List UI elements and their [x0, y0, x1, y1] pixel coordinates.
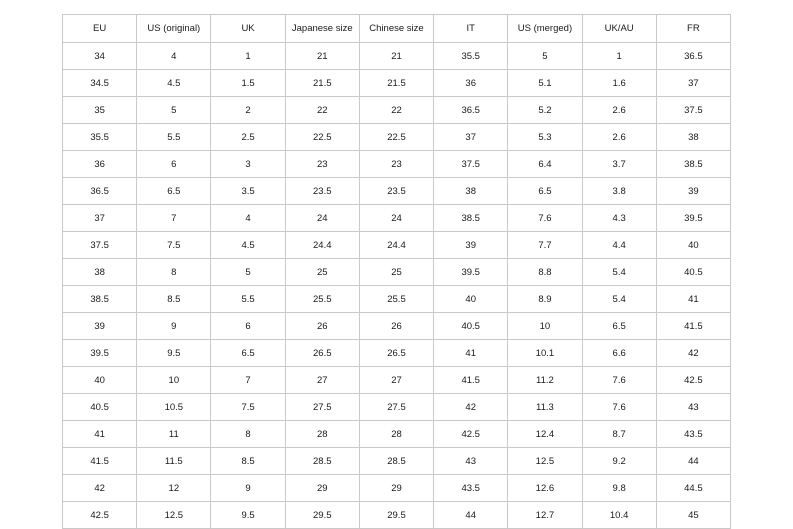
cell: 41.5 [63, 448, 137, 475]
cell: 36 [434, 70, 508, 97]
cell: 38 [656, 124, 730, 151]
table-header [63, 15, 731, 43]
cell: 38 [63, 259, 137, 286]
cell: 41.5 [656, 313, 730, 340]
cell: 7.6 [582, 394, 656, 421]
cell: 5.4 [582, 259, 656, 286]
cell: 11 [137, 421, 211, 448]
cell: 24 [359, 205, 433, 232]
cell: 34.5 [63, 70, 137, 97]
cell: 28.5 [285, 448, 359, 475]
cell: 39.5 [434, 259, 508, 286]
cell: 9.8 [582, 475, 656, 502]
cell: 8.7 [582, 421, 656, 448]
cell: 40 [656, 232, 730, 259]
cell: 12.4 [508, 421, 582, 448]
table-row [63, 232, 731, 259]
cell: 6.4 [508, 151, 582, 178]
cell: 6.5 [508, 178, 582, 205]
table-row [63, 367, 731, 394]
cell: 3 [211, 151, 285, 178]
cell: 5.1 [508, 70, 582, 97]
cell: 29 [285, 475, 359, 502]
cell: 6.5 [137, 178, 211, 205]
cell: 7 [211, 367, 285, 394]
cell: 4.5 [137, 70, 211, 97]
cell: 5.4 [582, 286, 656, 313]
table-row [63, 448, 731, 475]
table-row [63, 205, 731, 232]
cell: 5.2 [508, 97, 582, 124]
cell: 11.3 [508, 394, 582, 421]
cell: 40.5 [434, 313, 508, 340]
cell: 36 [63, 151, 137, 178]
cell: 3.5 [211, 178, 285, 205]
cell: 23 [359, 151, 433, 178]
cell: 40 [63, 367, 137, 394]
cell: 4.4 [582, 232, 656, 259]
cell: 6.5 [211, 340, 285, 367]
table-row [63, 151, 731, 178]
cell: 44.5 [656, 475, 730, 502]
table-row [63, 394, 731, 421]
cell: 44 [656, 448, 730, 475]
column-header-uk-au: UK/AU [582, 15, 656, 43]
cell: 42 [434, 394, 508, 421]
cell: 24.4 [359, 232, 433, 259]
cell: 7.5 [211, 394, 285, 421]
cell: 8.9 [508, 286, 582, 313]
cell: 6.6 [582, 340, 656, 367]
table-row [63, 340, 731, 367]
cell: 24 [285, 205, 359, 232]
table-row [63, 313, 731, 340]
cell: 23.5 [285, 178, 359, 205]
cell: 26 [359, 313, 433, 340]
table-row [63, 97, 731, 124]
cell: 39.5 [63, 340, 137, 367]
cell: 7.7 [508, 232, 582, 259]
cell: 22 [285, 97, 359, 124]
cell: 12.7 [508, 502, 582, 529]
column-header-it: IT [434, 15, 508, 43]
cell: 26.5 [359, 340, 433, 367]
cell: 40.5 [656, 259, 730, 286]
cell: 9 [211, 475, 285, 502]
cell: 5 [211, 259, 285, 286]
cell: 4 [211, 205, 285, 232]
cell: 35.5 [63, 124, 137, 151]
cell: 5.5 [137, 124, 211, 151]
column-header-japanese-size: Japanese size [285, 15, 359, 43]
cell: 37 [656, 70, 730, 97]
cell: 2.6 [582, 124, 656, 151]
table-row [63, 475, 731, 502]
cell: 29.5 [285, 502, 359, 529]
cell: 38.5 [434, 205, 508, 232]
cell: 9.5 [137, 340, 211, 367]
cell: 7.6 [582, 367, 656, 394]
cell: 44 [434, 502, 508, 529]
cell: 38.5 [656, 151, 730, 178]
cell: 25.5 [359, 286, 433, 313]
cell: 1 [582, 43, 656, 70]
table-row [63, 286, 731, 313]
cell: 7.6 [508, 205, 582, 232]
cell: 12.6 [508, 475, 582, 502]
cell: 28 [285, 421, 359, 448]
cell: 5 [508, 43, 582, 70]
cell: 4.5 [211, 232, 285, 259]
column-header-eu: EU [63, 15, 137, 43]
cell: 5.3 [508, 124, 582, 151]
cell: 29.5 [359, 502, 433, 529]
cell: 10 [508, 313, 582, 340]
cell: 45 [656, 502, 730, 529]
cell: 3.8 [582, 178, 656, 205]
cell: 2 [211, 97, 285, 124]
cell: 1.6 [582, 70, 656, 97]
cell: 36.5 [63, 178, 137, 205]
cell: 1.5 [211, 70, 285, 97]
cell: 22.5 [359, 124, 433, 151]
cell: 5.5 [211, 286, 285, 313]
column-header-us-original: US (original) [137, 15, 211, 43]
cell: 1 [211, 43, 285, 70]
cell: 7.5 [137, 232, 211, 259]
cell: 27 [285, 367, 359, 394]
cell: 12.5 [137, 502, 211, 529]
cell: 2.5 [211, 124, 285, 151]
cell: 41 [434, 340, 508, 367]
cell: 42 [63, 475, 137, 502]
cell: 43.5 [656, 421, 730, 448]
cell: 22.5 [285, 124, 359, 151]
cell: 35.5 [434, 43, 508, 70]
cell: 12.5 [508, 448, 582, 475]
cell: 21 [359, 43, 433, 70]
cell: 9.2 [582, 448, 656, 475]
cell: 22 [359, 97, 433, 124]
shoe-size-conversion-table [62, 14, 731, 529]
cell: 42.5 [656, 367, 730, 394]
cell: 25 [359, 259, 433, 286]
cell: 41.5 [434, 367, 508, 394]
cell: 12 [137, 475, 211, 502]
cell: 37.5 [434, 151, 508, 178]
table-row [63, 70, 731, 97]
cell: 39 [656, 178, 730, 205]
cell: 27.5 [359, 394, 433, 421]
cell: 21 [285, 43, 359, 70]
cell: 39 [434, 232, 508, 259]
table-row [63, 43, 731, 70]
cell: 5 [137, 97, 211, 124]
cell: 10.4 [582, 502, 656, 529]
cell: 27.5 [285, 394, 359, 421]
cell: 9 [137, 313, 211, 340]
cell: 25.5 [285, 286, 359, 313]
cell: 11.5 [137, 448, 211, 475]
cell: 6.5 [582, 313, 656, 340]
cell: 43.5 [434, 475, 508, 502]
table-row [63, 178, 731, 205]
cell: 23.5 [359, 178, 433, 205]
cell: 11.2 [508, 367, 582, 394]
table-row [63, 259, 731, 286]
cell: 26.5 [285, 340, 359, 367]
cell: 7 [137, 205, 211, 232]
cell: 38.5 [63, 286, 137, 313]
cell: 10.1 [508, 340, 582, 367]
cell: 39.5 [656, 205, 730, 232]
cell: 35 [63, 97, 137, 124]
cell: 27 [359, 367, 433, 394]
cell: 8.5 [211, 448, 285, 475]
cell: 4 [137, 43, 211, 70]
cell: 21.5 [285, 70, 359, 97]
cell: 41 [63, 421, 137, 448]
table-row [63, 124, 731, 151]
cell: 37.5 [63, 232, 137, 259]
cell: 6 [137, 151, 211, 178]
cell: 38 [434, 178, 508, 205]
table-row [63, 502, 731, 529]
cell: 8 [137, 259, 211, 286]
cell: 29 [359, 475, 433, 502]
cell: 39 [63, 313, 137, 340]
cell: 36.5 [434, 97, 508, 124]
cell: 3.7 [582, 151, 656, 178]
cell: 26 [285, 313, 359, 340]
cell: 28 [359, 421, 433, 448]
table-header-row [63, 15, 731, 43]
cell: 28.5 [359, 448, 433, 475]
cell: 10.5 [137, 394, 211, 421]
cell: 40 [434, 286, 508, 313]
cell: 43 [434, 448, 508, 475]
cell: 41 [656, 286, 730, 313]
cell: 25 [285, 259, 359, 286]
cell: 23 [285, 151, 359, 178]
cell: 9.5 [211, 502, 285, 529]
cell: 6 [211, 313, 285, 340]
column-header-fr: FR [656, 15, 730, 43]
cell: 2.6 [582, 97, 656, 124]
table-row [63, 421, 731, 448]
cell: 42 [656, 340, 730, 367]
cell: 40.5 [63, 394, 137, 421]
cell: 21.5 [359, 70, 433, 97]
cell: 42.5 [63, 502, 137, 529]
cell: 37 [434, 124, 508, 151]
cell: 8.8 [508, 259, 582, 286]
cell: 8 [211, 421, 285, 448]
column-header-us-merged: US (merged) [508, 15, 582, 43]
cell: 10 [137, 367, 211, 394]
cell: 37 [63, 205, 137, 232]
cell: 42.5 [434, 421, 508, 448]
column-header-chinese-size: Chinese size [359, 15, 433, 43]
cell: 34 [63, 43, 137, 70]
cell: 37.5 [656, 97, 730, 124]
cell: 36.5 [656, 43, 730, 70]
cell: 4.3 [582, 205, 656, 232]
cell: 43 [656, 394, 730, 421]
column-header-uk: UK [211, 15, 285, 43]
cell: 24.4 [285, 232, 359, 259]
cell: 8.5 [137, 286, 211, 313]
table-body [63, 43, 731, 529]
